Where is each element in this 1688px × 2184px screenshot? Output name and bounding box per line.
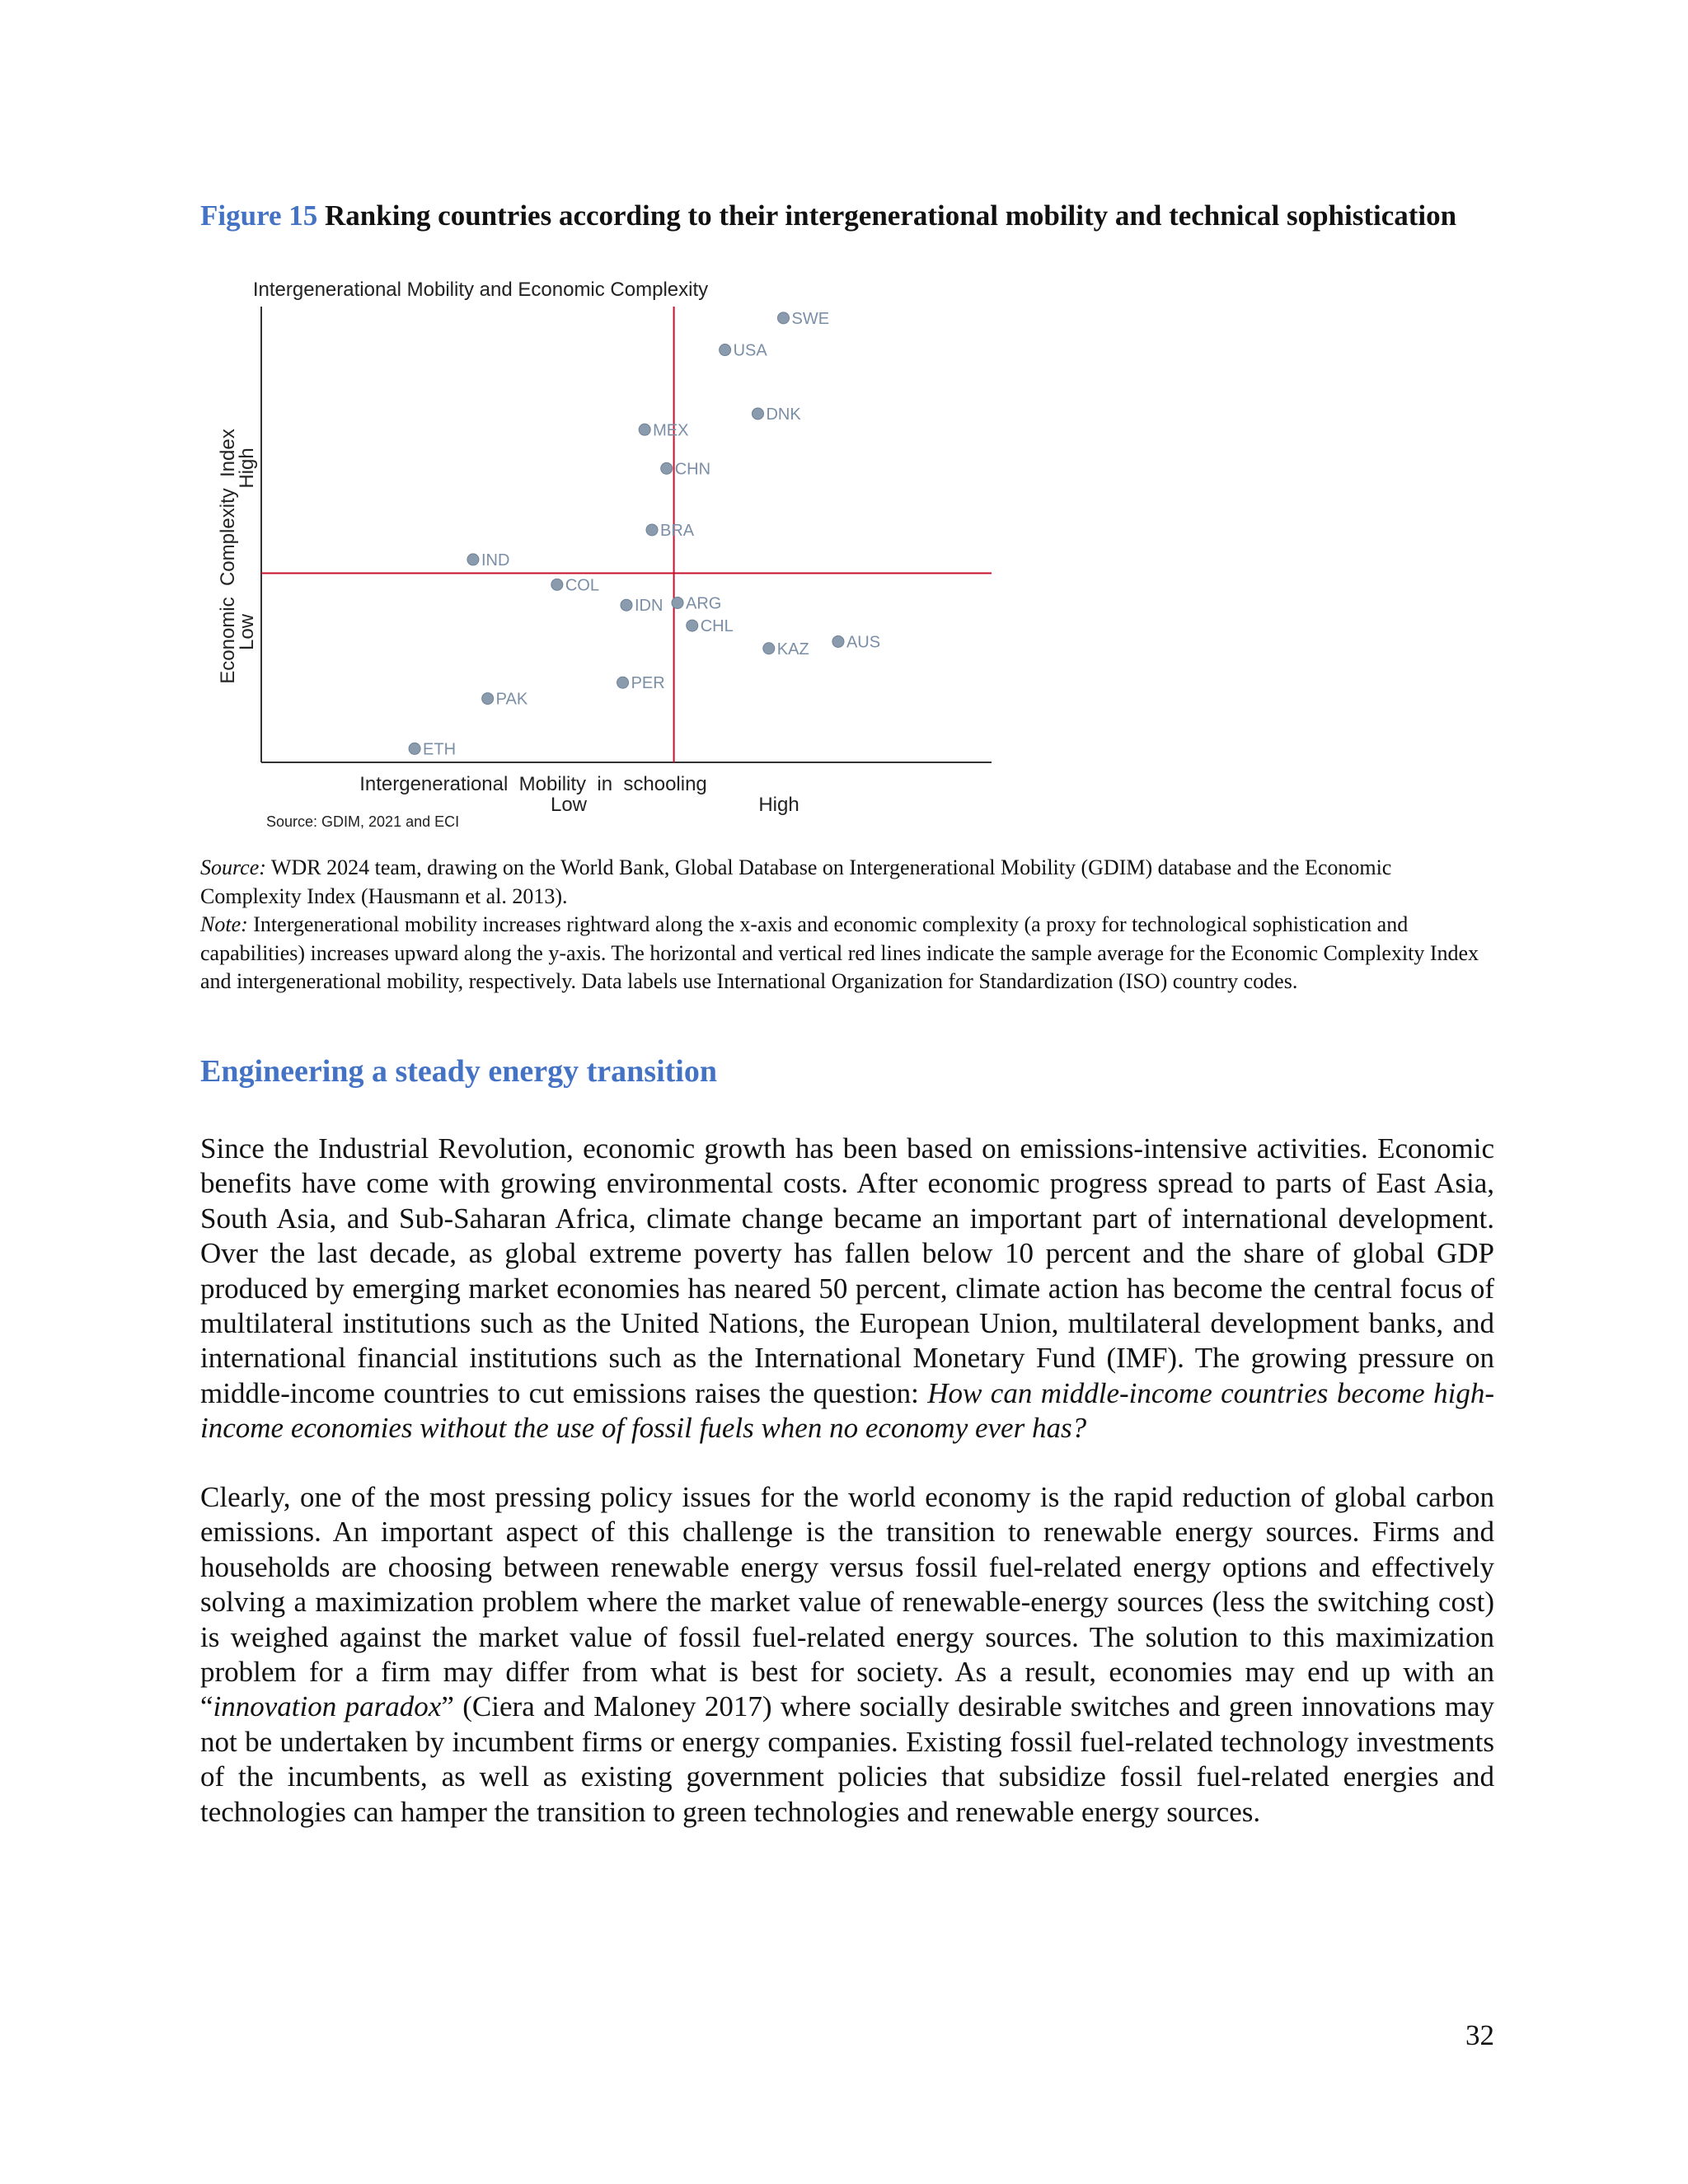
data-label-arg: ARG (686, 594, 722, 613)
data-label-pak: PAK (495, 690, 528, 709)
paragraph1-question: How can middle-income countries become high-income economies without the use of fossil fuels when no economy ever has? (200, 1376, 1494, 1445)
data-label-chn: CHN (674, 460, 711, 479)
data-point-arg (672, 597, 683, 608)
body-paragraph-1 (200, 1132, 1494, 1446)
data-point-per (617, 677, 629, 688)
figure-caption (200, 198, 1494, 233)
data-label-usa: USA (733, 341, 767, 360)
paragraph2-italic-term: innovation paradox (213, 1690, 442, 1723)
paragraph1-text: Since the Industrial Revolution, economic growth has been based on emissions-intensive activities. Economic benefits have come with growing environmental costs. After economic progress spread to parts of East Asia, South Asia, and Sub-Saharan Africa, climate change became an important part of international development. Over the last decade, as global extreme poverty has fallen below 10 percent and the share of global GDP produced by emerging market economies has neared 50 percent, climate action has become the central focus of multilateral institutions such as the United Nations, the European Union, multilateral development banks, and international financial institutions such as the International Monetary Fund (IMF). The growing pressure on middle-income countries to cut emissions raises the question: (200, 1132, 1494, 1409)
data-label-ind: IND (481, 551, 510, 569)
note-paragraph (200, 911, 1494, 996)
data-point-dnk (752, 408, 763, 419)
x-axis-label: Intergenerational Mobility in schooling (359, 773, 707, 795)
section-heading: Engineering a steady energy transition (200, 1054, 717, 1089)
data-point-aus (832, 635, 844, 647)
figure-notes (200, 854, 1494, 996)
data-label-col: COL (565, 576, 599, 595)
body-paragraph-2 (200, 1480, 1494, 1830)
data-label-per: PER (631, 674, 665, 693)
y-axis-high-label: High (236, 448, 258, 489)
data-label-idn: IDN (635, 597, 663, 616)
data-label-chl: CHL (700, 617, 734, 636)
data-point-mex (639, 424, 650, 435)
data-point-col (551, 579, 563, 590)
data-label-mex: MEX (653, 421, 689, 440)
data-point-bra (646, 524, 658, 536)
data-point-swe (777, 312, 789, 324)
data-label-kaz: KAZ (776, 640, 809, 658)
y-axis-low-label: Low (236, 613, 258, 651)
note-text: Intergenerational mobility increases rightward along the x-axis and economic complexity (a proxy for technological sophistication and capabilities) increases upward along the y-axis. The horizontal and vertical red lines indicate the sample average for the Economic Complexity Index and intergenerational mobility, respectively. Data labels use International Organization for Standardization (ISO) country codes. (200, 912, 1479, 993)
data-point-idn (621, 599, 632, 611)
x-axis-high-label: High (758, 794, 799, 816)
source-note (200, 854, 1494, 911)
chart-source: Source: GDIM, 2021 and ECI (266, 813, 460, 830)
paragraph2-text-a: Clearly, one of the most pressing policy issues for the world economy is the rapid reduction of global carbon emissions. An important aspect of this challenge is the transition to renewable energy sources. Firms and households are choosing between renewable energy versus fossil fuel-related energy options and effectively solving a maximization problem where the market value of renewable-energy sources (less the switching cost) is weighed against the market value of fossil fuel-related energy sources. The solution to this maximization problem for a firm may differ from what is best for society. As a result, economies may end up with an “ (200, 1481, 1494, 1723)
note-label: Note: (200, 912, 248, 936)
data-point-pak (482, 693, 494, 705)
data-label-eth: ETH (423, 740, 457, 759)
paragraph2-text-b: ” (Ciera and Maloney 2017) where socially desirable switches and green innovations may not be undertaken by incumbent firms or energy companies. Existing fossil fuel-related technology investments of the incumbents, as well as existing government policies that subsidize fossil fuel-related energies and technologies can hamper the transition to green technologies and renewable energy sources. (200, 1690, 1494, 1828)
data-point-ind (467, 554, 479, 565)
figure-title: Ranking countries according to their intergenerational mobility and technical sophistication (325, 199, 1457, 232)
source-label: Source: (200, 855, 266, 879)
data-label-bra: BRA (660, 521, 695, 540)
data-point-chn (661, 462, 673, 474)
data-label-aus: AUS (846, 633, 881, 652)
data-point-kaz (763, 643, 775, 654)
data-label-dnk: DNK (766, 405, 801, 424)
page-number: 32 (1465, 2019, 1494, 2051)
source-text: WDR 2024 team, drawing on the World Bank, Global Database on Intergenerational Mobility (GDIM) database and the Economic Complexity Index (Hausmann et al. 2013). (200, 855, 1392, 908)
data-label-swe: SWE (791, 309, 830, 328)
data-point-usa (720, 344, 731, 356)
x-axis-low-label: Low (550, 794, 588, 816)
y-axis-label: Economic Complexity Index (217, 429, 239, 684)
data-point-chl (687, 620, 698, 631)
data-point-eth (409, 743, 420, 754)
chart-title: Intergenerational Mobility and Economic Complexity (252, 279, 709, 301)
scatter-chart (200, 272, 1025, 841)
figure-label: Figure 15 (200, 199, 318, 232)
